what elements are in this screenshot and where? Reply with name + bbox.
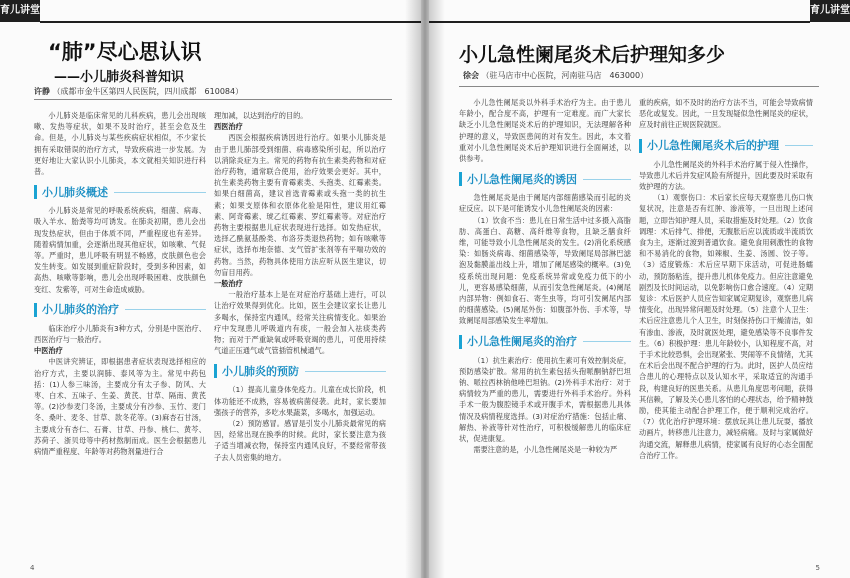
paragraph: （1）抗生素治疗：使用抗生素可有效控制炎症，预防感染扩散。常用的抗生素包括头孢哌酮钠舒巴坦钠、哌拉西林钠他唑巴坦钠。(2)外科手术治疗：对于病情较为严重的患儿，需要进行外科手术治疗。外科手术一般为腹腔镜手术或开腹手术，需根据患儿具体情况及病情程度选择。(3)对症治疗措施：包括止痛、解热、补液等针对性治疗，可积极缓解患儿的临床症状，促进康复。 — [459, 355, 631, 444]
subheading: 中医治疗 — [34, 346, 63, 356]
paragraph: （1）饮食不当：患儿在日常生活中过多摄入高脂肪、高蛋白、高糖、高纤维等食物，且缺乏膳食纤维，可能导致小儿急性阑尾炎的发生。(2)消化系统感染：如肠炎病毒、细菌感染等，导致阑尾局部淋巴滤泡及黏膜盖出线上升，增加了阑尾感染的概率。(3)免疫系统出现问题：免疫系统异常或免疫力低下的小儿，更容易感染细菌，从而引发急性阑尾炎。(4)阑尾内部异物：例如食石、寄生虫等，均可引发阑尾内部的细菌感染。(5)阑尾外伤：如腹部外伤、手术等，导致阑尾局部感染发生率增加。 — [459, 215, 631, 326]
right-section-tab: 育儿讲堂 — [810, 0, 850, 22]
right-article-title: 小儿急性阑尾炎术后护理知多少 — [459, 44, 726, 66]
section-heading: 小儿急性阑尾炎术后的护理 — [639, 139, 813, 153]
subheading: 一般治疗 — [214, 279, 243, 289]
section-heading: 小儿急性阑尾炎的诱因 — [459, 172, 631, 186]
paragraph: 重的疾病，如不及时的治疗方法不当，可能会导致病情恶化或复发。因此，一旦发现疑似急性阑尾炎的症状，应及时前往正规医院就医。 — [639, 98, 813, 130]
section-marker-icon — [34, 303, 37, 317]
paragraph: 急性阑尾炎是由于阑尾内部细菌感染而引起的炎症反应。以下是可能诱发小儿急性阑尾炎的因素： — [459, 193, 631, 214]
left-page — [0, 0, 421, 578]
paragraph: 小儿急性阑尾炎的外科手术治疗属于侵入性操作，导致患儿术后并发症风险有所提升，因此要及时采取有效护理的方法。 — [639, 159, 813, 192]
paragraph: 理加减，以达到治疗的目的。 — [214, 111, 308, 120]
left-column-1 — [34, 110, 206, 558]
paragraph: （1）观察伤口：术后家长应每天观察患儿伤口恢复状况，注意是否有红肿、渗液等，一旦出现上述问题，立即告知护理人员，采取措施及时处理。（2）饮食调理：术后排气、排便，无腹胀后应以流质或半流质饮食为主，逐渐过渡到普通饮食。避免食用刺激性的食物和不易消化的食物，如辣椒、生姜、汤圆、饺子等。（3）适度锻炼：术后应早期下床活动，可促进肠蠕动，预防肠粘连，提升患儿机体免疫力。但应注意避免剧烈及长时间运动，以免影响伤口愈合速度。（4）定期复诊：术后医护人员应告知家属定期复诊，观察患儿病情变化，出现异常问题及时处理。（5）注意个人卫生：术后应注意患儿个人卫生，时刻保持伤口干燥清洁，如有渗血、渗液，及时就医处理，避免感染等不良事件发生。（6）积极护理：患儿年龄较小，认知程度不高，对于手术比较恐惧，会出现紧张、哭闹等不良情绪，尤其在术后会出现不配合护理的行为。此时，医护人员应结合患儿的心理特点以及认知水平，采取适宜的沟通手段，构建良好的医患关系。从患儿角度思考问题，获得其信赖，了解及关心患儿客怕的心理状态，给予精神鼓励，使其能主动配合护理工作，便于顺利完成治疗。（7）优化治疗护理环境：摆放玩具让患儿玩耍，播放动画片，转移患儿注意力，减轻病痛。及时与家属做好沟通交流，解释患儿病情，使家属有良好的心态全面配合治疗工作。 — [639, 193, 813, 460]
section-marker-icon — [639, 139, 642, 153]
paragraph: 西医会根据疾病诱因进行治疗。如果小儿肺炎是由于患儿肺部受到细菌、病毒感染所引起，所以治疗以消除炎症为主。常见的药物有抗生素类药物和对症治疗药物，通常联合使用，治疗效果会更好。其中，抗生素类药物主要有青霉素类、头孢类、红霉素类。如果白细菌高，建议首选青霉素或头孢一类的抗生素；如果支原体和衣原体化验是阳性，建议用红霉素、阿奇霉素、琥乙红霉素、罗红霉素等。对症治疗药物主要根据患儿症状表现进行选择。如发热症状，选择乙酰氨基酚类、布洛芬类退热药物；如有咳嗽等症状，选择布地奈德、支气管扩张剂等有平喘功效的药物。当然，药物具体使用方法应听从医生建议，切勿盲目用药。 — [214, 133, 386, 277]
left-column-2 — [214, 110, 386, 558]
right-header-rule — [429, 21, 810, 23]
paragraph: 小儿肺炎是常见的呼吸系统疾病，细菌、病毒、吸入羊水、胎粪等均可诱发。在肺炎初期，患儿会出现发热症状，但由于体质不同，严重程度也有差异。随着病情加重，会逐渐出现其他症状，如咳嗽、气促等。严重时，患儿呼吸有明显不畅感，皮肤颜色也会发生转变。如发展到重症阶段时，受到多种因素，如高热、咳嗽等影响，患儿会出现呼吸困难、皮肤颜色变红、发紫等，可对生命造成威胁。 — [34, 206, 206, 294]
right-author-line — [463, 70, 648, 81]
right-author-name: 徐会 — [463, 71, 479, 80]
paragraph: 一般治疗基本上是在对症治疗基础上进行，可以让治疗效果得到优化。比如，医生会建议家长让患儿多喝水，保持室内通风，经常关注病情变化。如果治疗中发现患儿呼吸道内有痰，一般会加入祛痰类药物；而对于严重缺氧或呼吸衰竭的患儿，可使用持续气道正压通气或气管插管机械通气。 — [214, 290, 386, 356]
left-author-affiliation: （成都市金牛区第四人民医院，四川成都 610084） — [52, 87, 244, 96]
left-author-name: 许静 — [34, 87, 50, 96]
paragraph: （1）提高儿童身体免疫力。儿童在成长阶段，机体功能还不成熟，容易被病菌侵袭。此时，家长要加强孩子的营养，多吃水果蔬菜，多喝水，加强运动。 — [214, 385, 386, 417]
left-author-rule — [34, 99, 392, 100]
left-section-tab: 育儿讲堂 — [0, 0, 40, 22]
section-heading: 小儿急性阑尾炎的治疗 — [459, 335, 631, 349]
section-heading: 小儿肺炎的治疗 — [34, 303, 206, 317]
paragraph: 中医讲究辨证，即根据患者症状表现选择相应的治疗方式，主要以润肺、泰风等为主。常见中药包括：(1)人参三味汤，主要成分有太子参、防风、大枣、白术、五味子、生姜、黄芪、甘草、隔南、黄芪等。(2)沙参麦门冬汤，主要成分有沙参、玉竹、麦门冬、桑叶、麦冬、甘草、款冬花等。(3)麻杏石甘汤，主要成分有杏仁、石膏、甘草、丹参、桃仁、黄芩、苏荷子、浙贝母等中药材熬制而成。医生会根据患儿病情严重程度、年龄等对药物剂量进行合 — [34, 357, 206, 457]
section-heading: 小儿肺炎的预防 — [214, 364, 386, 378]
right-author-rule — [459, 86, 819, 87]
right-column-1 — [459, 97, 631, 557]
right-page — [429, 0, 850, 578]
paragraph: 小儿急性阑尾炎以外科手术治疗为主。由于患儿年龄小，配合度不高，护理有一定难度。而广大家长缺乏小儿急性阑尾炎术后的护理知识，无法理解各种护理的意义，导致医患间的对有发生。因此，本文着重对小儿急性阑尾炎术后护理知识进行全面阐述，以供参考。 — [459, 98, 631, 164]
left-article-title: “肺”尽心思认识 — [48, 40, 202, 64]
left-page-number: 4 — [30, 564, 35, 572]
paragraph: 小儿肺炎是临床常见的儿科疾病，患儿会出现咳嗽、发热等症状，如果不及时治疗，甚至会危及生命。但是，小儿肺炎与某些疾病症状相似，不少家长拥有采取错误的治疗方式，导致疾病进一步发展。为更好地让大家认识小儿肺炎，本文就相关知识进行科普。 — [34, 111, 206, 177]
section-marker-icon — [214, 364, 217, 378]
paragraph: 需要注意的是，小儿急性阑尾炎是一种较为严 — [473, 445, 618, 455]
right-author-affiliation: （驻马店市中心医院，河南驻马店 463000） — [481, 71, 649, 80]
right-column-2 — [639, 97, 813, 557]
paragraph: 临床治疗小儿肺炎有3种方式，分别是中医治疗、西医治疗与一般治疗。 — [34, 323, 206, 345]
right-page-number: 5 — [815, 564, 820, 572]
section-marker-icon — [459, 172, 462, 186]
subheading: 西医治疗 — [214, 122, 243, 132]
left-article-subtitle: ——小儿肺炎科普知识 — [54, 70, 185, 85]
section-heading: 小儿肺炎概述 — [34, 185, 206, 199]
left-author-line — [34, 86, 243, 97]
paragraph: （2）预防感冒。感冒是引发小儿肺炎最常见的病因，经常出现在换季的时候。此时，家长要注意为孩子适当增减衣物，保持室内通风良好，不要经常带孩子去人员密集的地方。 — [214, 419, 386, 462]
section-marker-icon — [459, 335, 462, 349]
section-marker-icon — [34, 185, 37, 199]
book-gutter-shadow — [405, 0, 445, 578]
left-header-rule — [40, 21, 421, 23]
